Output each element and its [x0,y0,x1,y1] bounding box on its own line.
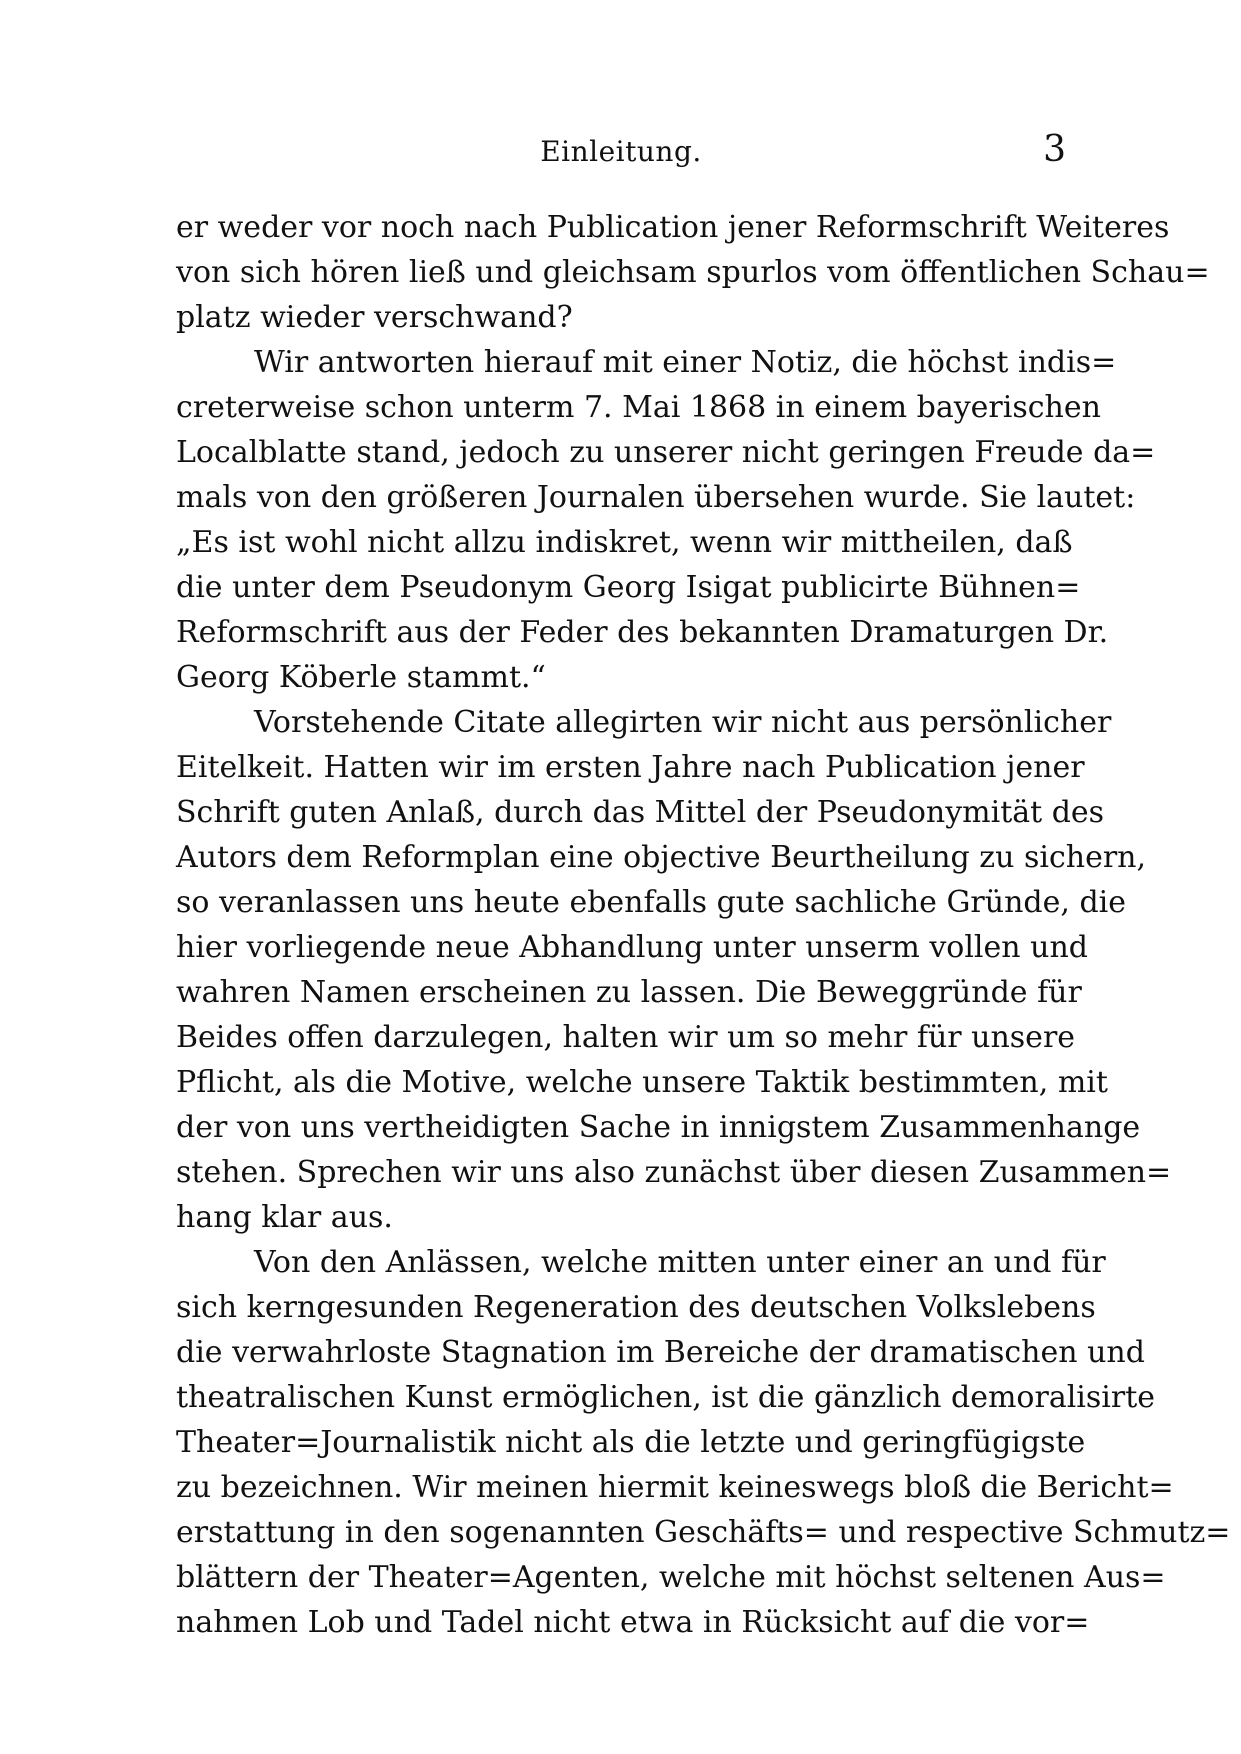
paragraph [176,700,1172,1240]
text-line: Wir antworten hierauf mit einer Notiz, die höchst indis= [254,345,1117,380]
text-line: platz wieder verschwand? [176,300,573,335]
paragraph [176,205,1210,340]
text-line: Eitelkeit. Hatten wir im ersten Jahre nach Publication jener [176,750,1085,785]
body-text [176,205,1231,1645]
text-line: zu bezeichnen. Wir meinen hiermit keineswegs bloß die Bericht= [176,1470,1174,1505]
text-line: sich kerngesunden Regeneration des deutschen Volkslebens [176,1290,1096,1325]
text-line: Vorstehende Citate allegirten wir nicht aus persönlicher [254,705,1112,740]
text-line: Reformschrift aus der Feder des bekannten Dramaturgen Dr. [176,615,1109,650]
text-line: Schrift guten Anlaß, durch das Mittel der Pseudonymität des [176,795,1105,830]
text-line: „Es ist wohl nicht allzu indiskret, wenn wir mittheilen, daß [176,525,1073,560]
paragraph [176,340,1156,700]
text-line: erstattung in den sogenannten Geschäfts= und respective Schmutz= [176,1515,1231,1550]
text-line: Georg Köberle stammt.“ [176,660,546,695]
text-line: hang klar aus. [176,1200,393,1235]
text-line: er weder vor noch nach Publication jener Reformschrift Weiteres [176,210,1170,245]
text-line: wahren Namen erscheinen zu lassen. Die Beweggründe für [176,975,1082,1010]
text-line: Beides offen darzulegen, halten wir um so mehr für unsere [176,1020,1076,1055]
running-head [176,129,1066,172]
text-line: stehen. Sprechen wir uns also zunächst über diesen Zusammen= [176,1155,1172,1190]
text-line: die unter dem Pseudonym Georg Isigat publicirte Bühnen= [176,570,1081,605]
text-line: mals von den größeren Journalen übersehen wurde. Sie lautet: [176,480,1136,515]
text-line: nahmen Lob und Tadel nicht etwa in Rücksicht auf die vor= [176,1605,1090,1640]
text-line: hier vorliegende neue Abhandlung unter unserm vollen und [176,930,1088,965]
text-line: Autors dem Reformplan eine objective Beurtheilung zu sichern, [176,840,1147,875]
running-head-title: Einleitung. [540,135,702,168]
text-line: Pflicht, als die Motive, welche unsere Taktik bestimmten, mit [176,1065,1108,1100]
text-line: creterweise schon unterm 7. Mai 1868 in einem bayerischen [176,390,1101,425]
text-line: die verwahrloste Stagnation im Bereiche der dramatischen und [176,1335,1145,1370]
text-line: blättern der Theater=Agenten, welche mit höchst seltenen Aus= [176,1560,1166,1595]
text-line: so veranlassen uns heute ebenfalls gute sachliche Gründe, die [176,885,1126,920]
text-line: der von uns vertheidigten Sache in innigstem Zusammenhange [176,1110,1141,1145]
page-number: 3 [1043,129,1066,170]
paragraph [176,1240,1231,1645]
text-line: theatralischen Kunst ermöglichen, ist die gänzlich demoralisirte [176,1380,1156,1415]
text-line: Von den Anlässen, welche mitten unter einer an und für [254,1245,1106,1280]
text-line: von sich hören ließ und gleichsam spurlos vom öffentlichen Schau= [176,255,1210,290]
text-line: Localblatte stand, jedoch zu unserer nicht geringen Freude da= [176,435,1156,470]
text-line: Theater=Journalistik nicht als die letzte und geringfügigste [176,1425,1086,1460]
